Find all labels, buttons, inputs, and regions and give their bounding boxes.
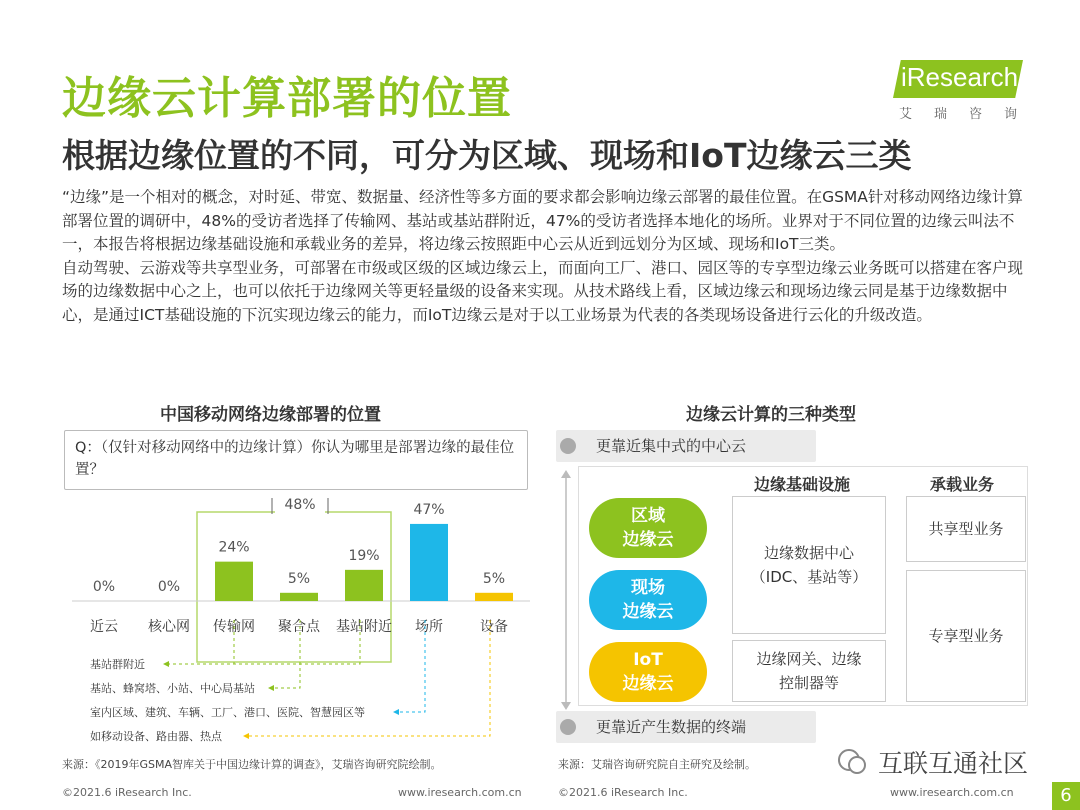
iot-edge-bubble — [589, 642, 707, 702]
shared-biz-box — [906, 496, 1026, 562]
iresearch-logo — [893, 58, 1040, 122]
connector-near-cluster — [165, 620, 360, 664]
bar-value-label-1: 0% — [157, 579, 181, 595]
infra2-line1: 边缘网关、边缘 — [756, 650, 862, 668]
wechat-icon — [836, 746, 868, 778]
body-text — [62, 186, 1024, 327]
bar-4 — [345, 570, 383, 601]
page-title: 边缘云计算部署的位置 — [62, 73, 512, 124]
bar-value-label-0: 0% — [92, 579, 116, 595]
bar-3 — [280, 593, 318, 601]
direction-arrow-icon — [556, 470, 576, 710]
right-source: 来源：艾瑞咨询研究院自主研究及绘制。 — [558, 758, 756, 771]
category-label-1: 核心网 — [148, 619, 190, 635]
question-box — [64, 430, 528, 490]
annotation-2: 基站、蜂窝塔、小站、中心局基站 — [90, 682, 255, 695]
pill-dot-icon — [560, 438, 576, 454]
col-infra-header: 边缘基础设施 — [754, 475, 851, 494]
top-pill — [556, 430, 816, 462]
left-source: 来源：《2019年GSMA智库关于中国边缘计算的调查》，艾瑞咨询研究院绘制。 — [62, 758, 442, 771]
pill-dot-icon — [560, 719, 576, 735]
bar-value-label-2: 24% — [218, 539, 250, 556]
bottom-pill-text: 更靠近产生数据的终端 — [596, 718, 747, 736]
annotation-1: 基站群附近 — [90, 658, 145, 671]
arrow-3 — [393, 709, 399, 715]
copyright-right: ©2021.6 iResearch Inc. — [558, 786, 688, 799]
page-subtitle: 根据边缘位置的不同，可分为区域、现场和IoT边缘云三类 — [62, 136, 912, 175]
right-panel-title: 边缘云计算的三种类型 — [686, 405, 856, 425]
url-left: www.iresearch.com.cn — [398, 786, 522, 799]
bar-6 — [475, 593, 513, 601]
category-label-6: 设备 — [480, 619, 508, 635]
body-paragraph-1: “边缘”是一个相对的概念，对时延、带宽、数据量、经济性等多方面的要求都会影响边缘云部署的最佳位置。在GSMA针对移动网络边缘计算部署位置的调研中，48%的受访者选择了传输网、基站或基站群附近，47%的受访者选择本地化的场所。业界对于不同位置的边缘云叫法不一，本报告将根据边缘基础设施和承载业务的差异，将边缘云按照距中心云从近到远划分为区域、现场和IoT三类。 — [62, 188, 1023, 253]
bar-value-label-5: 47% — [413, 501, 445, 518]
bottom-pill — [556, 711, 816, 743]
onsite-edge-bubble — [589, 570, 707, 630]
arrow-2 — [268, 685, 274, 691]
category-label-5: 场所 — [415, 619, 443, 635]
url-right: www.iresearch.com.cn — [890, 786, 1014, 799]
body-paragraph-2: 自动驾驶、云游戏等共享型业务，可部署在市级或区级的区域边缘云上，而面向工厂、港口、园区等的专享型边缘云业务既可以搭建在客户现场的边缘数据中心之上，也可以依托于边缘网关等更轻量级的设备来实现。从技术路线上看，区域边缘云和现场边缘云同是基于边缘数据中心，是通过ICT基础设施的下沉实现边缘云的能力，而IoT边缘云是对于以工业场景为代表的各类现场设备进行云化的升级改造。 — [62, 258, 1024, 324]
infra2-line2: 控制器等 — [778, 674, 839, 692]
page-number: 6 — [1052, 782, 1080, 810]
watermark-text: 互联互通社区 — [878, 749, 1029, 778]
arrow-1 — [163, 661, 169, 667]
col-biz-header: 承载业务 — [930, 475, 995, 494]
regional-edge-bubble — [589, 498, 707, 558]
annotation-3: 室内区域、建筑、车辆、工厂、港口、医院、智慧园区等 — [90, 706, 365, 719]
category-label-2: 传输网 — [213, 619, 255, 635]
bar-value-label-3: 5% — [287, 570, 311, 587]
regional-edge-label-2: 边缘云 — [622, 530, 674, 550]
bar-2 — [215, 562, 253, 601]
question-text: Q：（仅针对移动网络中的边缘计算）你认为哪里是部署边缘的最佳位置？ — [75, 440, 515, 478]
infra1-line1: 边缘数据中心 — [763, 544, 854, 562]
left-panel-title: 中国移动网络边缘部署的位置 — [160, 405, 381, 425]
group-label: 48% — [284, 497, 316, 513]
logo-cn-text: 艾瑞咨询 — [899, 107, 1040, 122]
category-label-3: 聚合点 — [278, 619, 320, 635]
bar-chart — [60, 488, 540, 758]
biz2-text: 专享型业务 — [928, 627, 1004, 645]
edge-gateway-box — [732, 640, 886, 702]
bar-value-label-4: 19% — [348, 547, 380, 564]
onsite-edge-label-1: 现场 — [631, 578, 665, 598]
regional-edge-label-1: 区域 — [631, 506, 665, 526]
arrow-4 — [243, 733, 249, 739]
edge-datacenter-box — [732, 496, 886, 634]
iot-edge-label-2: 边缘云 — [622, 674, 674, 694]
infra1-line2: （IDC、基站等） — [750, 568, 868, 586]
copyright-left: ©2021.6 iResearch Inc. — [62, 786, 192, 799]
dedicated-biz-box — [906, 570, 1026, 702]
bar-value-label-6: 5% — [482, 570, 506, 587]
bar-5 — [410, 524, 448, 601]
edge-types-diagram — [556, 430, 1026, 736]
category-label-0: 近云 — [90, 619, 118, 635]
iot-edge-label-1: IoT — [633, 650, 663, 670]
top-pill-text: 更靠近集中式的中心云 — [596, 437, 747, 455]
category-label-4: 基站附近 — [336, 619, 392, 635]
biz1-text: 共享型业务 — [928, 520, 1004, 538]
onsite-edge-label-2: 边缘云 — [622, 602, 674, 622]
annotation-4: 如移动设备、路由器、热点 — [90, 730, 222, 743]
logo-text: iResearch — [901, 62, 1019, 92]
